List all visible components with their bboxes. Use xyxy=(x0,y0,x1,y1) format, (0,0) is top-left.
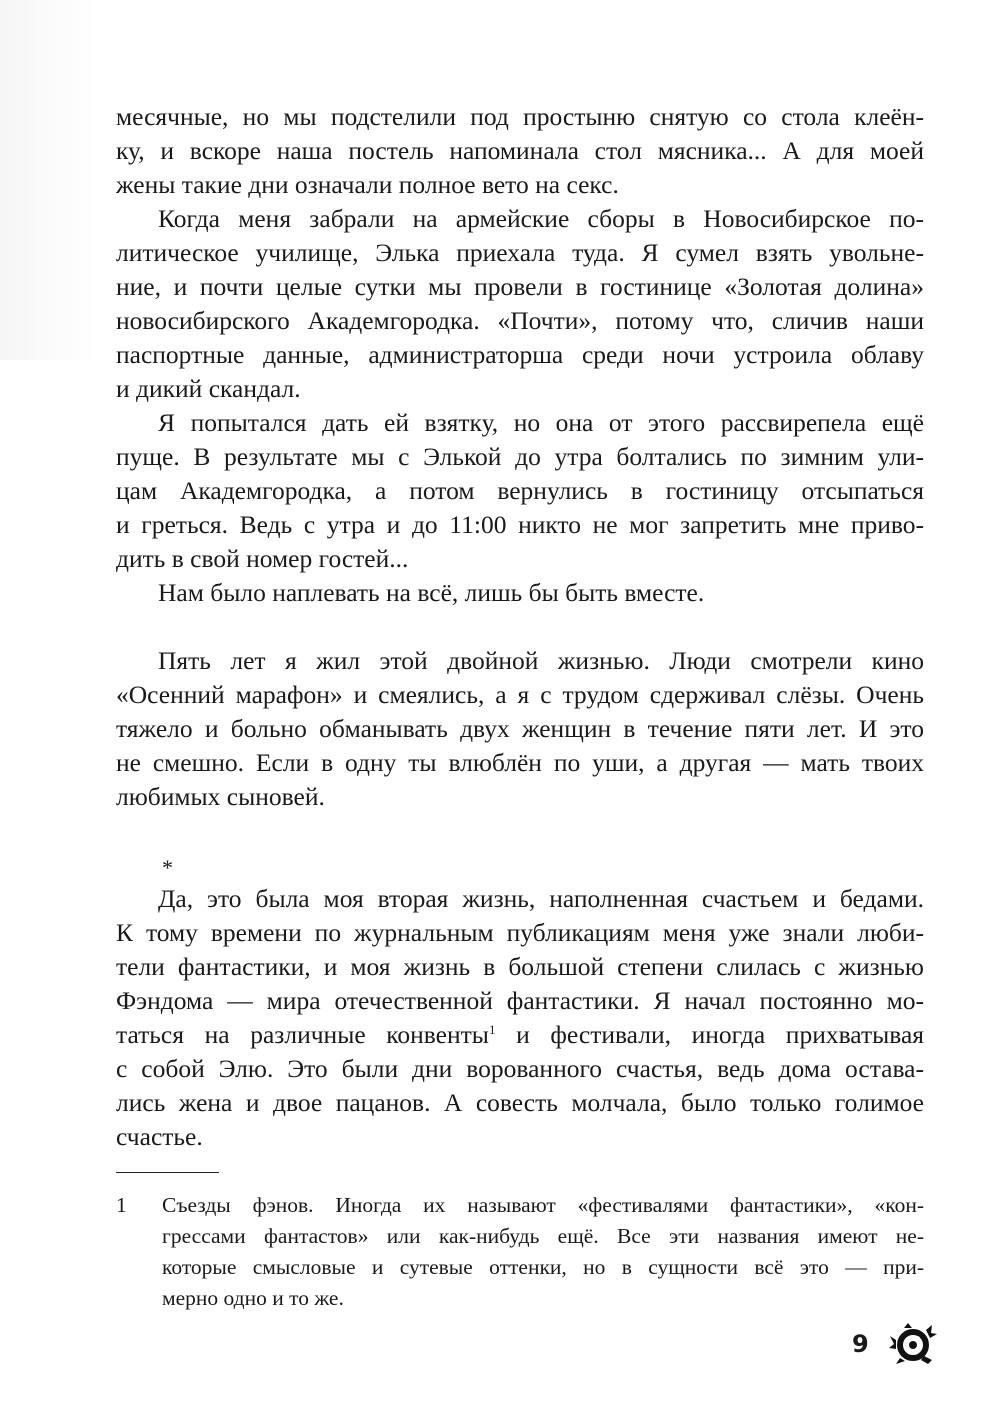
text-line: новосибирского Академгородка. «Почти», потому что, сличив наши xyxy=(116,306,924,335)
text-line: ние, и почти целые сутки мы провели в гостинице «Золотая долина» xyxy=(116,272,924,301)
text-line: Пять лет я жил этой двойной жизнью. Люди смотрели кино xyxy=(158,646,924,675)
scan-shadow xyxy=(0,0,96,360)
text-line: и дикий скандал. xyxy=(116,374,301,403)
text-line: любимых сыновей. xyxy=(116,782,325,811)
text-line: паспортные данные, администраторша среди ночи устроила облаву xyxy=(116,340,924,369)
text-fragment: и фестивали, иногда прихватывая xyxy=(495,1020,924,1049)
dragon-logo-icon xyxy=(888,1322,938,1366)
footnote-line: грессами фантастов» или как-нибудь ещё. Все эти названия имеют не- xyxy=(162,1224,924,1248)
paragraph-gap xyxy=(116,610,924,644)
text-line-with-footnote xyxy=(116,1018,924,1052)
main-text xyxy=(116,100,924,1154)
text-line: ку, и вскоре наша постель напоминала стол мясника... А для моей xyxy=(116,136,924,165)
text-line: месячные, но мы подстелили под простыню снятую со стола клеён- xyxy=(116,102,924,131)
footnote-line: которые смысловые и сутевые оттенки, но в сущности всё это — при- xyxy=(162,1255,924,1279)
text-line: Нам было наплевать на всё, лишь бы быть вместе. xyxy=(158,578,705,607)
section-separator: * xyxy=(162,855,173,880)
text-line: пуще. В результате мы с Элькой до утра болтались по зимним ули- xyxy=(116,442,924,471)
text-line: литическое училище, Элька приехала туда. Я сумел взять увольне- xyxy=(116,238,924,267)
text-line: лись жена и двое пацанов. А совесть молчала, было только голимое xyxy=(116,1088,924,1117)
text-line: дить в свой номер гостей... xyxy=(116,544,409,573)
footnote-text xyxy=(162,1190,924,1314)
text-line: не смешно. Если в одну ты влюблён по уши, а другая — мать твоих xyxy=(116,748,924,777)
footnote-rule xyxy=(116,1172,219,1173)
footnote-line: мерно одно и то же. xyxy=(162,1286,344,1310)
paragraph-gap xyxy=(116,814,924,848)
text-line: жены такие дни означали полное вето на секс. xyxy=(116,170,619,199)
footnote-number: 1 xyxy=(116,1193,127,1217)
text-line: Я попытался дать ей взятку, но она от этого рассвирепела ещё xyxy=(158,408,924,437)
text-line: и греться. Ведь с утра и до 11:00 никто не мог запретить мне приво- xyxy=(116,510,924,539)
text-line: тяжело и больно обманывать двух женщин в течение пяти лет. И это xyxy=(116,714,924,743)
footnote-line: Съезды фэнов. Иногда их называют «фестивалями фантастики», «кон- xyxy=(162,1193,924,1217)
footnote-ref[interactable]: 1 xyxy=(488,1022,496,1037)
text-line: К тому времени по журнальным публикациям меня уже знали люби- xyxy=(116,918,924,947)
text-line: «Осенний марафон» и смеялись, а я с трудом сдерживал слёзы. Очень xyxy=(116,680,924,709)
text-line: цам Академгородка, а потом вернулись в гостиницу отсыпаться xyxy=(116,476,924,505)
text-line: Фэндома — мира отечественной фантастики. Я начал постоянно мо- xyxy=(116,986,924,1015)
text-line: Когда меня забрали на армейские сборы в Новосибирское по- xyxy=(158,204,924,233)
text-line: счастье. xyxy=(116,1122,203,1151)
text-line: с собой Элю. Это были дни ворованного счастья, ведь дома остава- xyxy=(116,1054,924,1083)
text-line: Да, это была моя вторая жизнь, наполненная счастьем и бедами. xyxy=(158,884,924,913)
page-number: 9 xyxy=(852,1330,869,1358)
text-line: тели фантастики, и моя жизнь в большой степени слилась с жизнью xyxy=(116,952,924,981)
text-fragment: таться на различные конвенты xyxy=(116,1020,489,1049)
